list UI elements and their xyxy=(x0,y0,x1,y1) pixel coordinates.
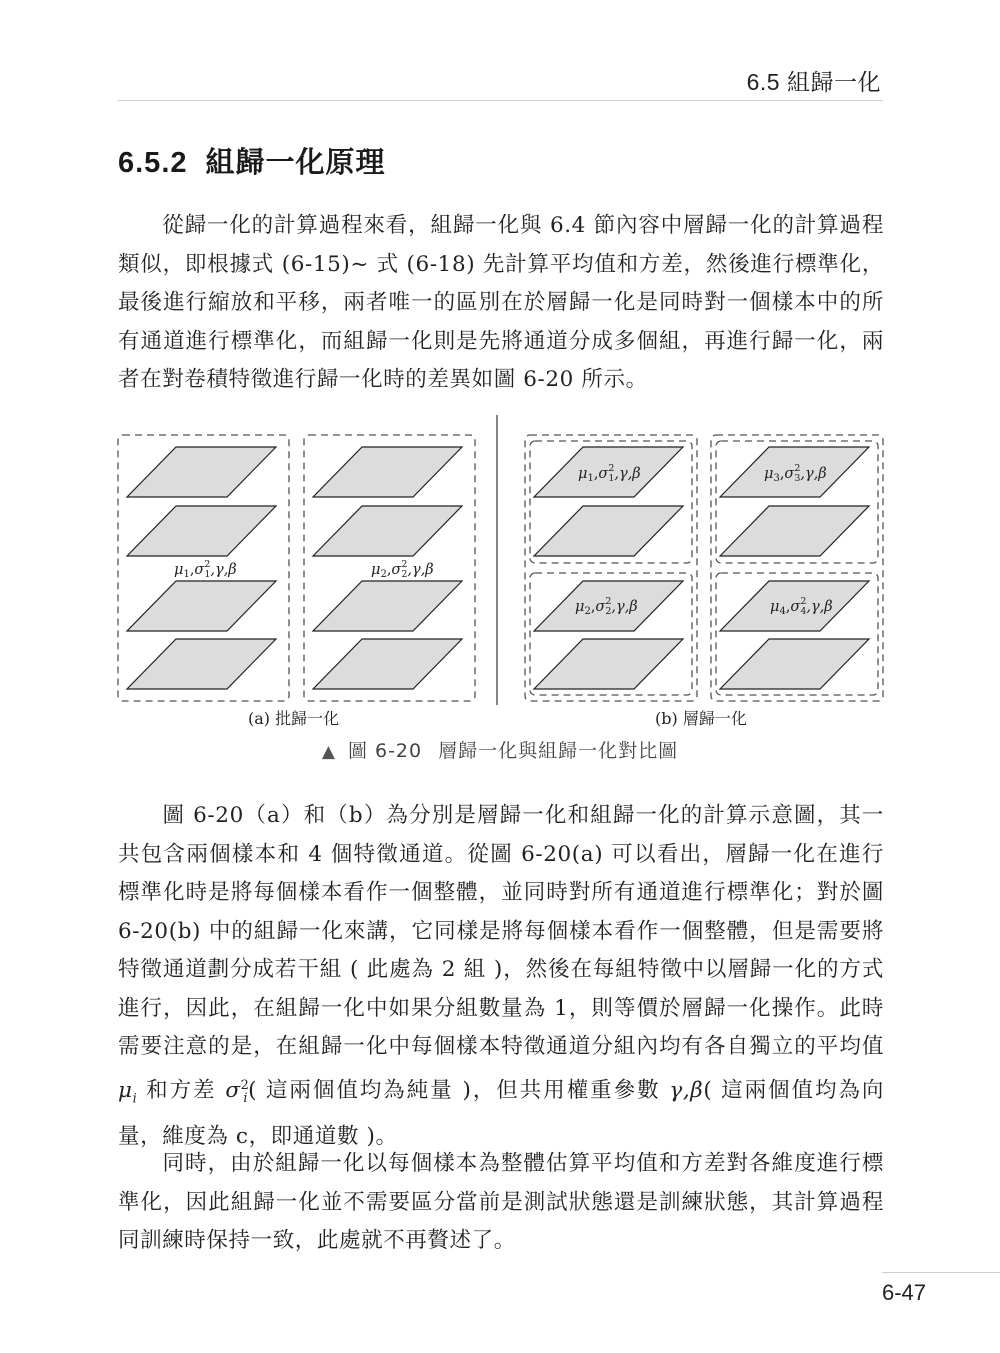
paragraph-2-text-b: 和方差 xyxy=(137,1077,226,1103)
running-head xyxy=(118,58,883,101)
paragraph-3-text: 同時，由於組歸一化以每個樣本為整體估算平均值和方差對各維度進行標準化，因此組歸一化並不需要區分當前是測試狀態還是訓練狀態，其計算過程同訓練時保持一致，此處就不再贅述了。 xyxy=(118,1151,884,1253)
normalization-diagram xyxy=(110,405,900,735)
figure-caption xyxy=(0,736,1000,763)
math-sigma-sup: 2 xyxy=(240,1077,250,1093)
label-a-group-1: $\mu_1,\sigma^2$ 1,γ,β xyxy=(174,559,237,580)
paragraph-1-text: 從歸一化的計算過程來看，組歸一化與 6.4 節內容中層歸一化的計算過程類似，即根據式 (6-15)~ 式 (6-18) 先計算平均值和方差，然後進行標準化，最後進行縮放和平移，兩者唯一的區別在於層歸一化是同時對一個樣本中的所有通道進行標準化，而組歸一化則是先將通道分成多個組，再進行歸一化，兩者在對卷積特徵進行歸一化時的差異如圖 6-20 所示。 xyxy=(118,213,884,392)
paragraph-2-text-d: ( 這兩個值均為向量，維度為 c，即通道數 )。 xyxy=(118,1077,885,1150)
label-a-group-2: $\mu_2,\sigma^2$ 2,γ,β xyxy=(371,559,434,580)
label-b-group-4: $\mu_4,\sigma^2$ 4,γ,β xyxy=(770,596,833,617)
figure-6-20 xyxy=(110,405,900,735)
section-number: 6.5.2 xyxy=(118,147,188,179)
math-gamma-beta: γ,β xyxy=(669,1077,704,1103)
label-b-group-2: $\mu_2,\sigma^2$ 2,γ,β xyxy=(575,596,638,617)
paragraph-2 xyxy=(118,797,884,1157)
math-mu: μ xyxy=(118,1077,133,1103)
paragraph-1 xyxy=(118,207,884,400)
math-sigma: σ xyxy=(225,1077,241,1103)
caption-number: 圖 6-20 xyxy=(347,740,423,762)
panel-b-label: (b) 層歸一化 xyxy=(655,709,747,728)
paragraph-2-text-a: 圖 6-20（a）和（b）為分別是層歸一化和組歸一化的計算示意圖，其一共包含兩個樣本和 4 個特徵通道。從圖 6-20(a) 可以看出，層歸一化在進行標準化時是將每個樣本看作一個整體，並同時對所有通道進行標準化；對於圖 6-20(b) 中的組歸一化來講，它同樣是將每個樣本看作一個整體，但是需要將特徵通道劃分成若干組 ( 此處為 2 組 )，然後在每組特徵中以層歸一化的方式進行，因此，在組歸一化中如果分組數量為 1，則等價於層歸一化操作。此時需要注意的是，在組歸一化中每個樣本特徵通道分組內均有各自獨立的平均值 xyxy=(118,803,884,1059)
label-b-group-1: $\mu_1,\sigma^2$ 1,γ,β xyxy=(578,463,641,484)
triangle-icon: ▲ xyxy=(321,742,336,762)
page-number: 6-47 xyxy=(882,1280,927,1305)
section-title xyxy=(118,140,386,181)
math-sigma-sub: i xyxy=(243,1090,249,1106)
panel-b-planes xyxy=(534,447,869,689)
paragraph-3 xyxy=(118,1145,884,1261)
label-b-group-3: $\mu_3,\sigma^2$ 3,γ,β xyxy=(764,463,827,484)
paragraph-2-text-c: ( 這兩個值均為純量 )，但共用權重參數 xyxy=(248,1077,670,1103)
section-heading: 組歸一化原理 xyxy=(205,147,386,179)
running-head-title: 6.5 組歸一化 xyxy=(746,69,881,95)
math-mu-sub: i xyxy=(132,1090,138,1106)
footer-rule xyxy=(882,1272,1000,1273)
panel-a-label: (a) 批歸一化 xyxy=(248,709,340,728)
caption-text: 層歸一化與組歸一化對比圖 xyxy=(438,740,679,762)
